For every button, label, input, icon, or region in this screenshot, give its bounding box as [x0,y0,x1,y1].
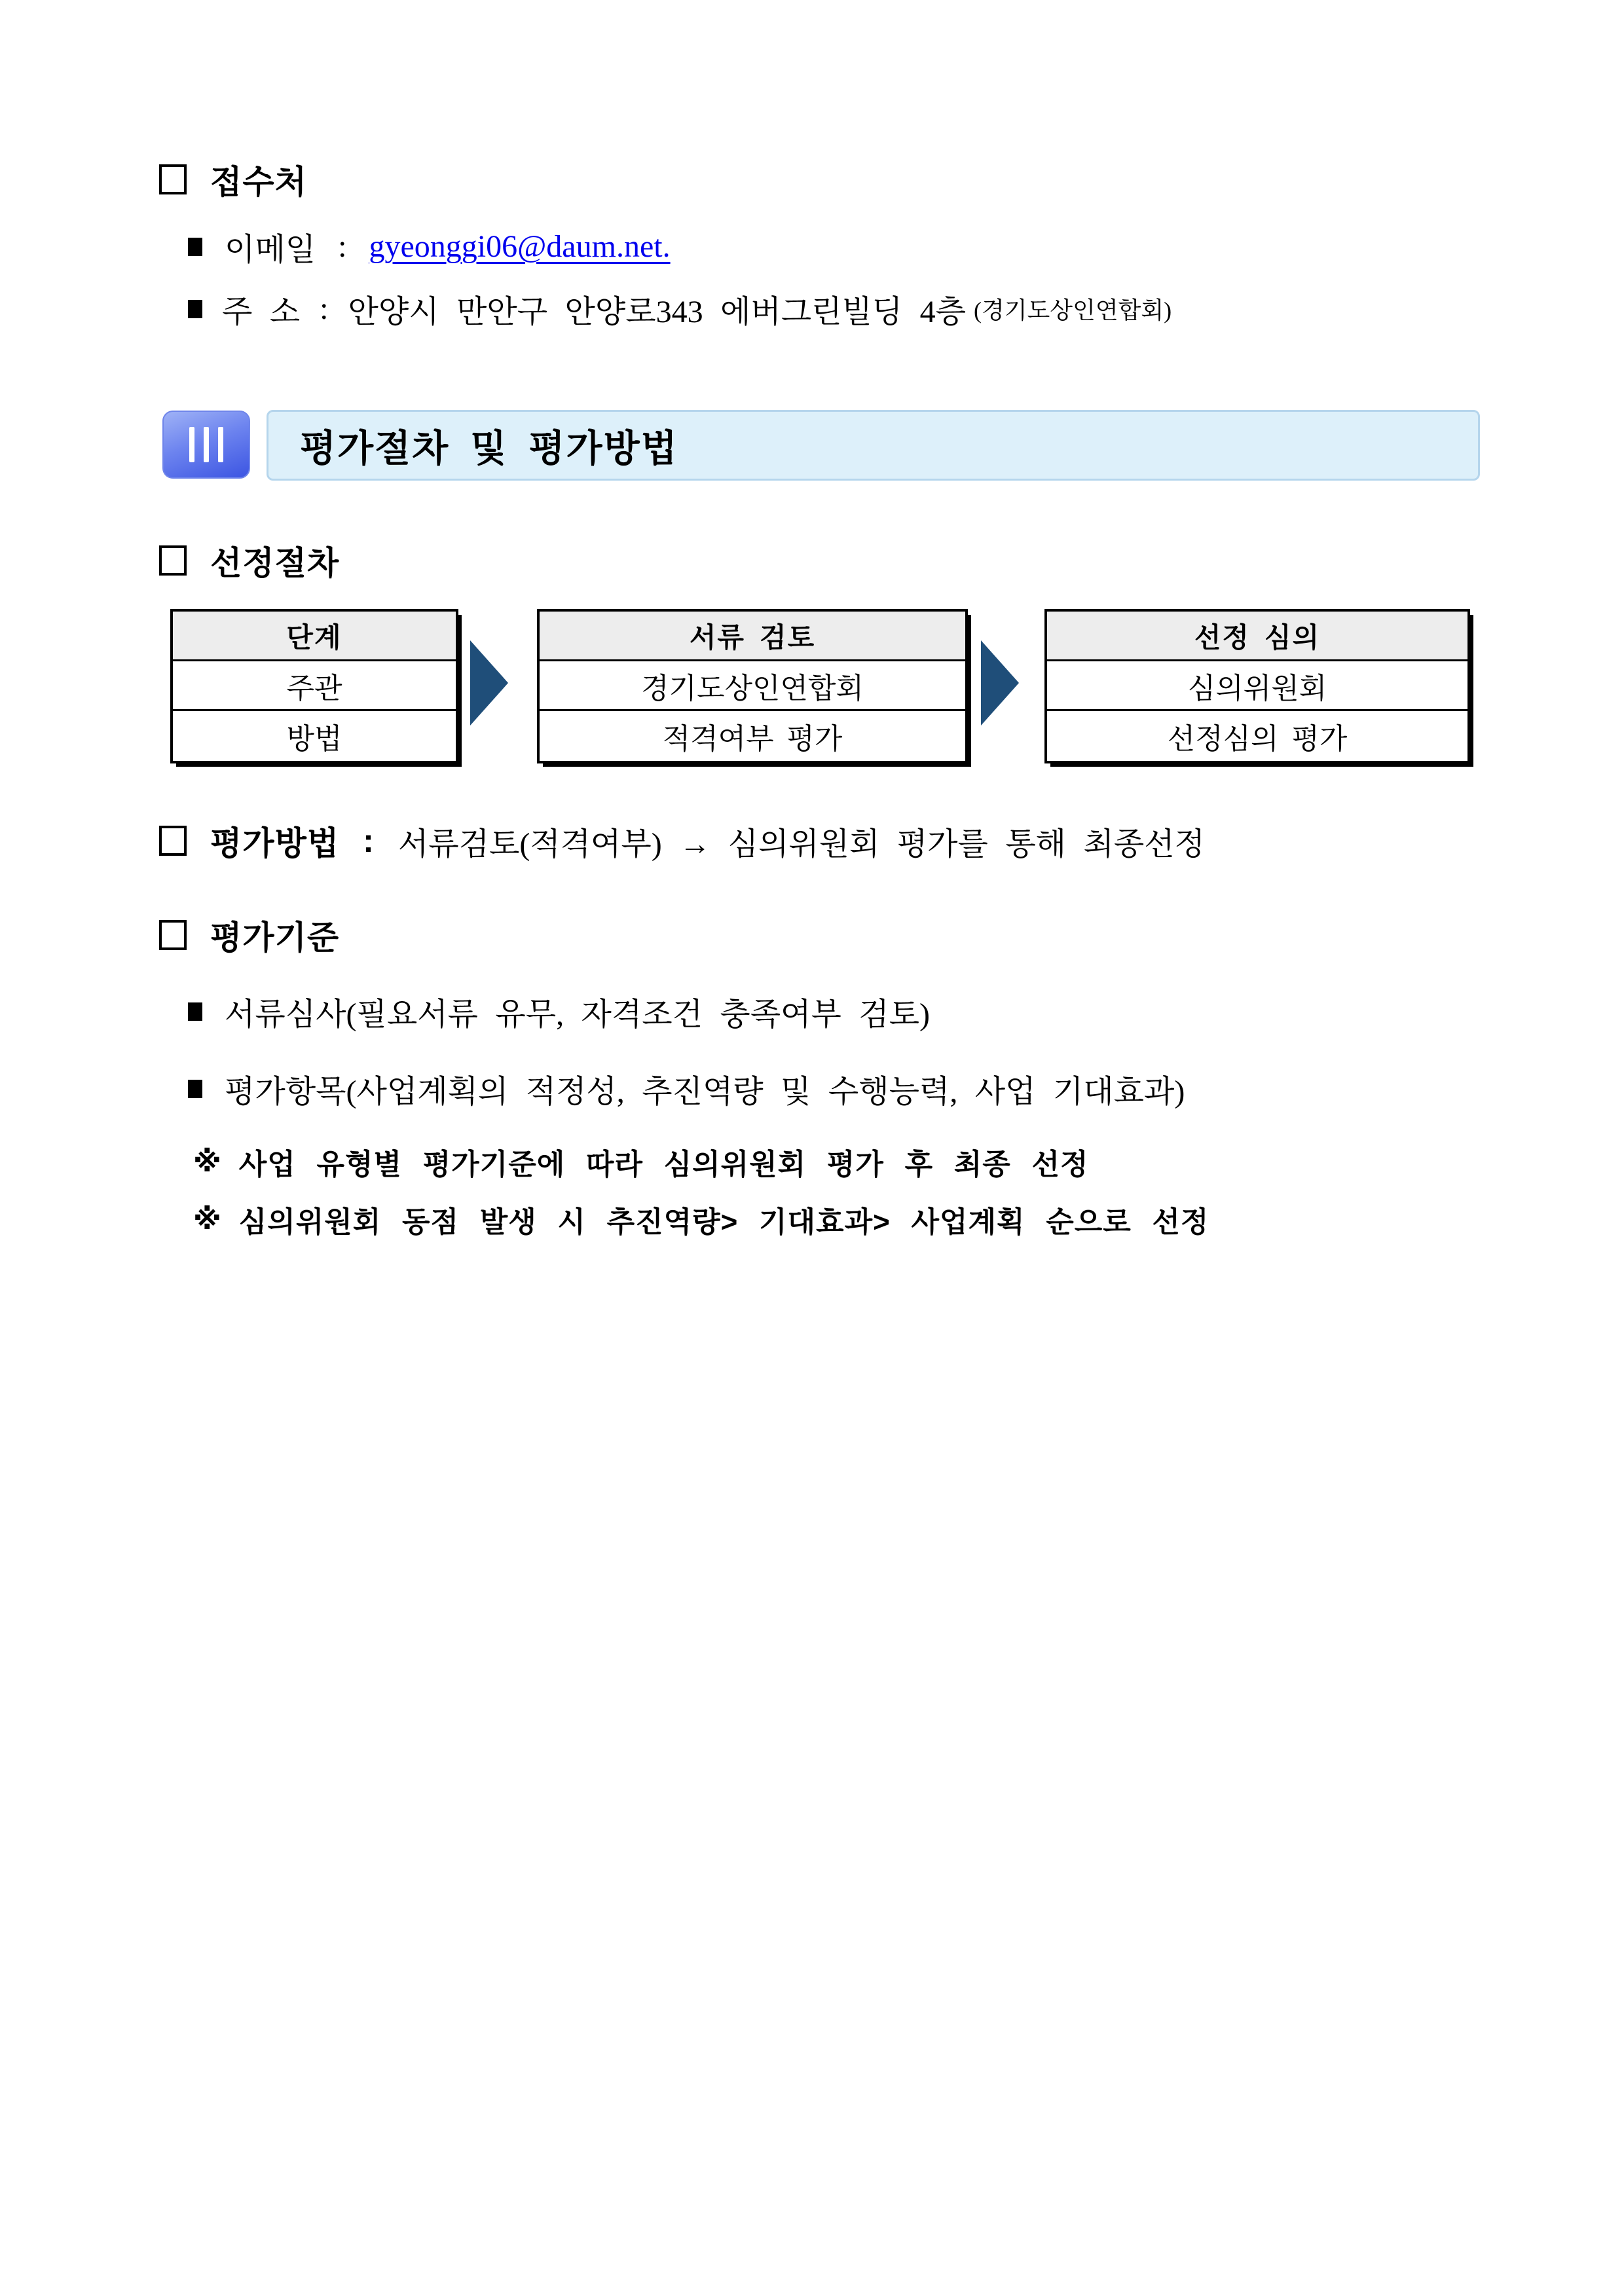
square-bullet-icon [188,1080,202,1098]
flow-header: 선정 심의 [1047,612,1467,661]
method-heading: 평가방법 [210,825,340,862]
roman-numeral-bar [204,427,209,462]
selection-heading-label: 선정절차 [210,545,340,581]
address-text: 안양시 만안구 안양로343 에버그린빌딩 4층 [348,295,966,329]
hollow-square-icon [159,545,187,576]
address-suffix: (경기도상인연합회) [973,297,1172,323]
criteria-note-text: 사업 유형별 평가기준에 따라 심의위원회 평가 후 최종 선정 [238,1148,1089,1181]
flow-cell: 주관 [173,661,456,711]
email-label: 이메일 [225,232,316,267]
email-separator: : [338,229,347,264]
flow-cell: 방법 [286,723,342,755]
flow-cell: 경기도상인연합회 [540,661,965,711]
hollow-square-icon [159,164,187,194]
flow-header: 서류 검토 [540,612,965,661]
flow-header: 단계 [173,612,456,661]
section-title: 평가절차 및 평가방법 [300,428,678,469]
address-label: 주 소 [222,295,301,329]
flow-arrow-icon [470,640,508,725]
reference-mark-icon: ※ [193,1145,222,1178]
flow-column-selection-review [1044,609,1470,763]
flow-column-stage [170,609,458,763]
criteria-note-text: 심의위원회 동점 발생 시 추진역량> 기대효과> 사업계획 순으로 선정 [238,1206,1209,1238]
square-bullet-icon [188,1002,202,1021]
roman-numeral-bar [218,427,223,462]
criteria-bullet-text: 평가항목(사업계획의 적정성, 추진역량 및 수행능력, 사업 기대효과) [225,1074,1185,1109]
reception-heading-label: 접수처 [210,164,307,200]
hollow-square-icon [159,826,187,856]
criteria-heading [159,911,339,959]
reception-heading [159,156,307,203]
flow-cell: 선정심의 평가 [1167,723,1348,755]
criteria-note-1 [193,1141,1089,1183]
address-separator: : [320,291,329,326]
criteria-heading-label: 평가기준 [210,919,340,956]
criteria-bullet-1 [188,989,930,1034]
flow-cell: 심의위원회 [1047,661,1467,711]
email-link[interactable]: gyeonggi06@daum.net. [369,229,671,264]
hollow-square-icon [159,920,187,950]
roman-numeral-bar [189,427,194,462]
criteria-bullet-text: 서류심사(필요서류 유무, 자격조건 충족여부 검토) [225,997,930,1032]
criteria-bullet-2 [188,1066,1185,1111]
flow-arrow-icon [981,640,1019,725]
criteria-note-2 [193,1198,1209,1240]
method-line [159,817,1205,864]
square-bullet-icon [188,238,202,256]
square-bullet-icon [188,300,202,318]
section-title-bar [267,410,1480,481]
flow-cell: 적격여부 평가 [662,723,843,755]
section-numeral-badge [162,411,250,479]
method-separator: : [363,822,375,859]
method-text: 서류검토(적격여부) → 심의위원회 평가를 통해 최종선정 [397,826,1205,862]
email-line [188,224,671,269]
flow-column-document-review [537,609,968,763]
address-line [188,286,1172,331]
selection-heading [159,537,339,584]
reference-mark-icon: ※ [193,1203,222,1236]
